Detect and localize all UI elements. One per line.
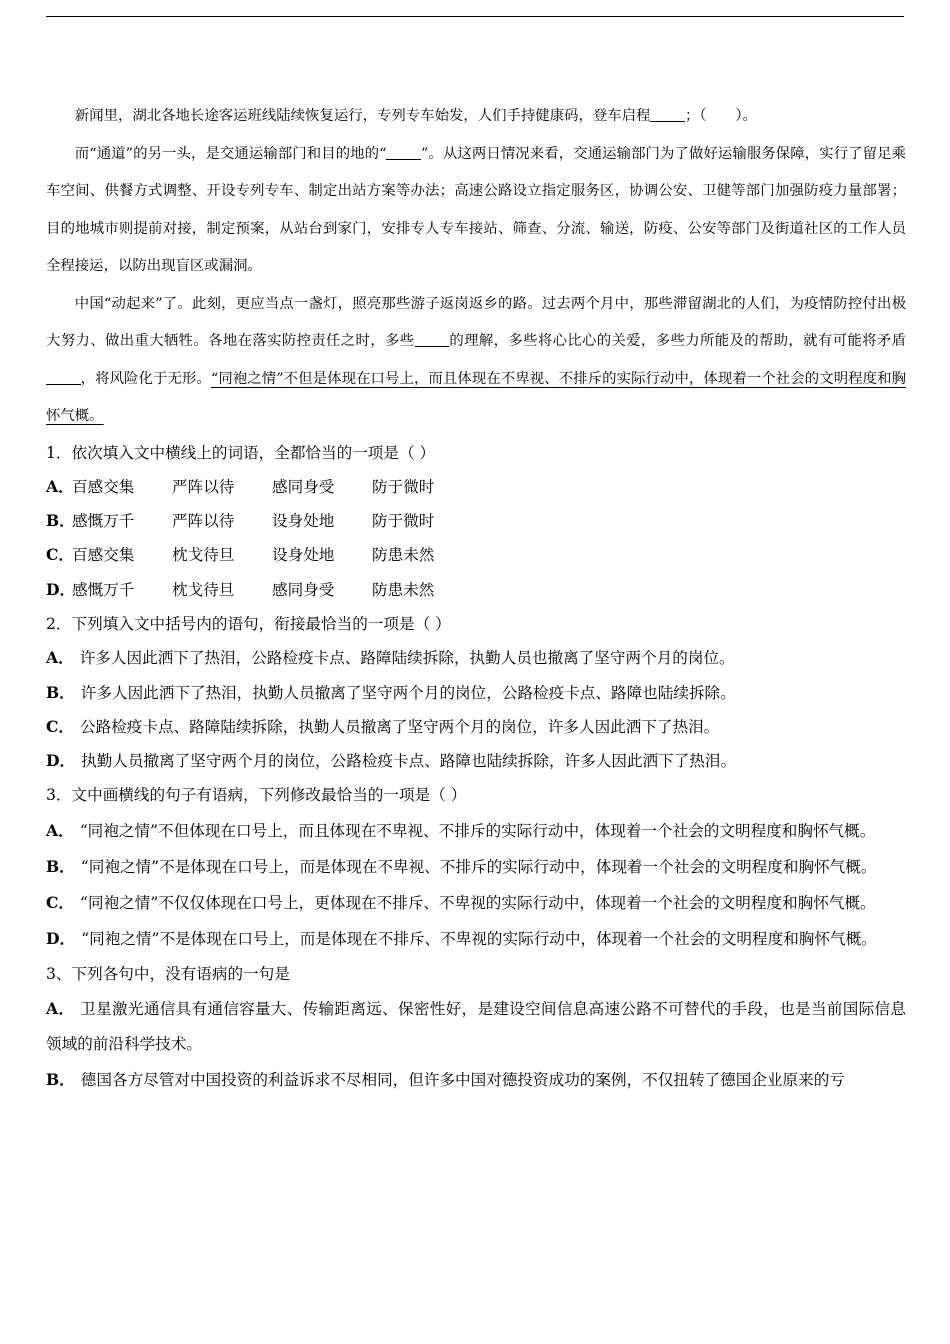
option-row (46, 504, 906, 538)
passage-text: 新闻里，湖北各地长途客运班线陆续恢复运行，专列专车始发，人们手持健康码，登车启程 (74, 108, 651, 124)
option-word: 严阵以待 (172, 477, 235, 496)
option-word: 设身处地 (272, 546, 335, 565)
passage-paragraph-3 (46, 286, 906, 436)
option-word: 枕戈待旦 (172, 546, 235, 565)
option-word: 枕戈待旦 (172, 580, 235, 599)
option-row (46, 470, 906, 504)
option-text: “同袍之情”不但体现在口号上，而且体现在不卑视、不排斥的实际行动中，体现着一个社会的文明程度和胸怀气概。 (79, 821, 876, 840)
option-label: B． (46, 511, 75, 531)
passage-text: 中国“动起来”了。此刻，更应当点一盏灯，照亮那些游子返岗返乡的路。过去两个月中，那些滞留湖北的人们，为疫情防控付出极大努力、做出重大牺牲。各地在落实防控责任之时，多些 (46, 295, 906, 349)
option-row (46, 744, 906, 778)
passage-paragraph-1 (46, 98, 906, 136)
passage-text: ，将风险化于无形。 (80, 370, 211, 387)
option-text: “同袍之情”不是体现在口号上，而是体现在不卑视、不排斥的实际行动中，体现着一个社会的文明程度和胸怀气概。 (80, 857, 877, 876)
question-4-stem: 3、下列各句中，没有语病的一句是 (46, 964, 290, 983)
option-label: B． (46, 856, 75, 876)
option-label: A． (46, 476, 74, 496)
option-row (46, 1062, 906, 1098)
option-label: B． (46, 1070, 75, 1090)
fill-blank (386, 144, 421, 159)
option-label: D． (46, 579, 76, 599)
option-word: 感慨万千 (72, 512, 135, 531)
option-row (46, 538, 906, 572)
question-1-stem: 1．依次填入文中横线上的词语，全都恰当的一项是（ ） (46, 443, 436, 462)
option-row (46, 641, 906, 675)
option-row (46, 676, 906, 710)
document-body (46, 98, 906, 1098)
option-word: 严阵以待 (172, 512, 235, 531)
question-1-options (46, 470, 906, 607)
fill-blank (415, 332, 450, 347)
passage-paragraph-2 (46, 136, 906, 286)
header-rule (46, 16, 904, 17)
option-label: C． (46, 716, 75, 736)
option-row (46, 991, 906, 1062)
option-label: A． (46, 999, 75, 1019)
option-word: 防于微时 (372, 477, 435, 496)
question-2-stem: 2．下列填入文中括号内的语句，衔接最恰当的一项是（ ） (46, 614, 451, 633)
passage-text: 的理解，多些将心比心的关爱，多些力所能及的帮助，就有可能将矛盾 (449, 333, 906, 349)
option-row (46, 885, 906, 921)
option-text: “同袍之情”不仅仅体现在口号上，更体现在不排斥、不卑视的实际行动中，体现着一个社会的文明程度和胸怀气概。 (80, 893, 876, 912)
option-text: 许多人因此洒下了热泪，公路检疫卡点、路障陆续拆除，执勤人员也撤离了坚守两个月的岗位。 (79, 649, 735, 668)
option-row (46, 710, 906, 744)
option-text: 德国各方尽管对中国投资的利益诉求不尽相同，但许多中国对德投资成功的案例，不仅扭转了德国企业原来的亏 (80, 1071, 845, 1090)
option-row (46, 813, 906, 849)
option-row (46, 573, 906, 607)
passage-text: ”。从这两日情况来看，交通运输部门为了做好运输服务保障，实行了留足乘车空间、供餐方式调整、开设专列专车、制定出站方案等办法；高速公路设立指定服务区，协调公安、卫健等部门加强防疫力量部署；目的地城市则提前对接，制定预案，从站台到家门，安排专人专车接站、筛查、分流、输送，防疫、公安等部门及街道社区的工作人员全程接运，以防出现盲区或漏洞。 (46, 145, 906, 274)
option-text: 执勤人员撤离了坚守两个月的岗位，公路检疫卡点、路障也陆续拆除，许多人因此洒下了热泪。 (81, 752, 737, 771)
question-2-options (46, 641, 906, 778)
option-row (46, 849, 906, 885)
fill-blank (650, 107, 685, 122)
option-text: “同袍之情”不是体现在口号上，而是体现在不排斥、不卑视的实际行动中，体现着一个社会的文明程度和胸怀气概。 (81, 929, 877, 948)
option-word: 百感交集 (72, 546, 135, 565)
passage-text: 而“通道”的另一头，是交通运输部门和目的地的“ (74, 145, 387, 162)
question-3-stem: 3．文中画横线的句子有语病，下列修改最恰当的一项是（ ） (46, 786, 467, 805)
option-label: A． (46, 820, 74, 840)
question-4-options (46, 991, 906, 1098)
option-label: C． (46, 545, 75, 565)
option-word: 百感交集 (72, 477, 135, 496)
option-word: 感同身受 (272, 580, 335, 599)
option-text: 公路检疫卡点、路障陆续拆除，执勤人员撤离了坚守两个月的岗位，许多人因此洒下了热泪。 (80, 717, 720, 736)
option-label: C． (46, 892, 75, 912)
underlined-sentence: “同袍之情”不但是体现在口号上，而且体现在不卑视、不排斥的实际行动中，体现着一个社会的文明程度和胸怀气概。 (46, 370, 906, 424)
option-text: 许多人因此洒下了热泪，执勤人员撤离了坚守两个月的岗位，公路检疫卡点、路障也陆续拆除。 (80, 683, 736, 702)
fill-blank (46, 369, 81, 384)
option-label: A． (46, 648, 74, 668)
option-word: 防于微时 (372, 512, 435, 531)
option-text: 卫星激光通信具有通信容量大、传输距离远、保密性好，是建设空间信息高速公路不可替代的手段，也是当前国际信息领域的前沿科学技术。 (46, 1000, 906, 1054)
option-label: D． (46, 928, 76, 948)
option-word: 防患未然 (372, 546, 435, 565)
option-row (46, 921, 906, 957)
option-word: 感慨万千 (72, 580, 135, 599)
option-label: D． (46, 751, 76, 771)
option-word: 防患未然 (372, 580, 435, 599)
question-3-options (46, 813, 906, 957)
passage-text: ；（ ）。 (684, 108, 757, 124)
option-word: 感同身受 (272, 477, 335, 496)
option-label: B． (46, 682, 75, 702)
option-word: 设身处地 (272, 512, 335, 531)
